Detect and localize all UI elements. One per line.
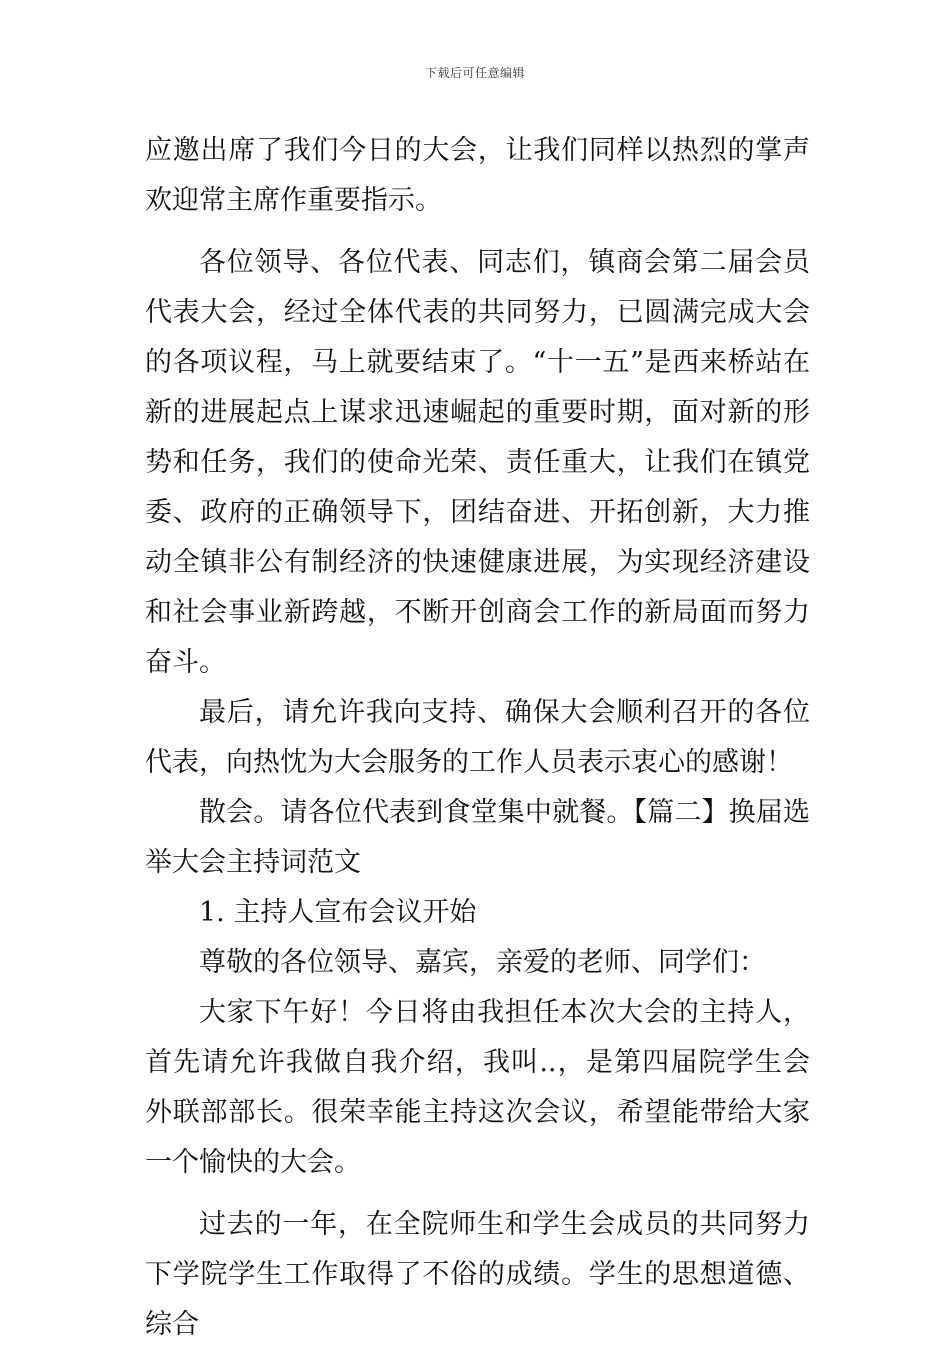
paragraph-section-item-1: 1. 主持人宣布会议开始 [199,897,477,928]
paragraph-past-year: 过去的一年，在全院师生和学生会成员的共同努力下学院学生工作取得了不俗的成绩。学生的思想道德、综合 [145,1209,810,1340]
paragraph-greeting: 尊敬的各位领导、嘉宾，亲爱的老师、同学们： [199,947,766,978]
document-body [145,126,810,1350]
paragraph-self-introduction: 大家下午好！今日将由我担任本次大会的主持人，首先请允许我做自我介绍，我叫..，是第四届院学生会外联部部长。很荣幸能主持这次会议，希望能带给大家一个愉快的大会。 [145,997,810,1178]
page-header-note: 下载后可任意编辑 [424,66,525,80]
paragraph-closing-summary: 各位领导、各位代表、同志们，镇商会第二届会员代表大会，经过全体代表的共同努力，已圆满完成大会的各项议程，马上就要结束了。“十一五”是西来桥站在新的进展起点上谋求迅速崛起的重要时期，面对新的形势和任务，我们的使命光荣、责任重大，让我们在镇党委、政府的正确领导下，团结奋进、开拓创新，大力推动全镇非公有制经济的快速健康进展，为实现经济建设和社会事业新跨越，不断开创商会工作的新局面而努力奋斗。 [145,247,810,678]
paragraph-thanks: 最后，请允许我向支持、确保大会顺利召开的各位代表，向热忱为大会服务的工作人员表示衷心的感谢！ [145,697,810,778]
paragraph-adjourn: 散会。请各位代表到食堂集中就餐。【篇二】换届选举大会主持词范文 [145,797,810,878]
paragraph-continuation: 应邀出席了我们今日的大会，让我们同样以热烈的掌声欢迎常主席作重要指示。 [145,135,810,216]
